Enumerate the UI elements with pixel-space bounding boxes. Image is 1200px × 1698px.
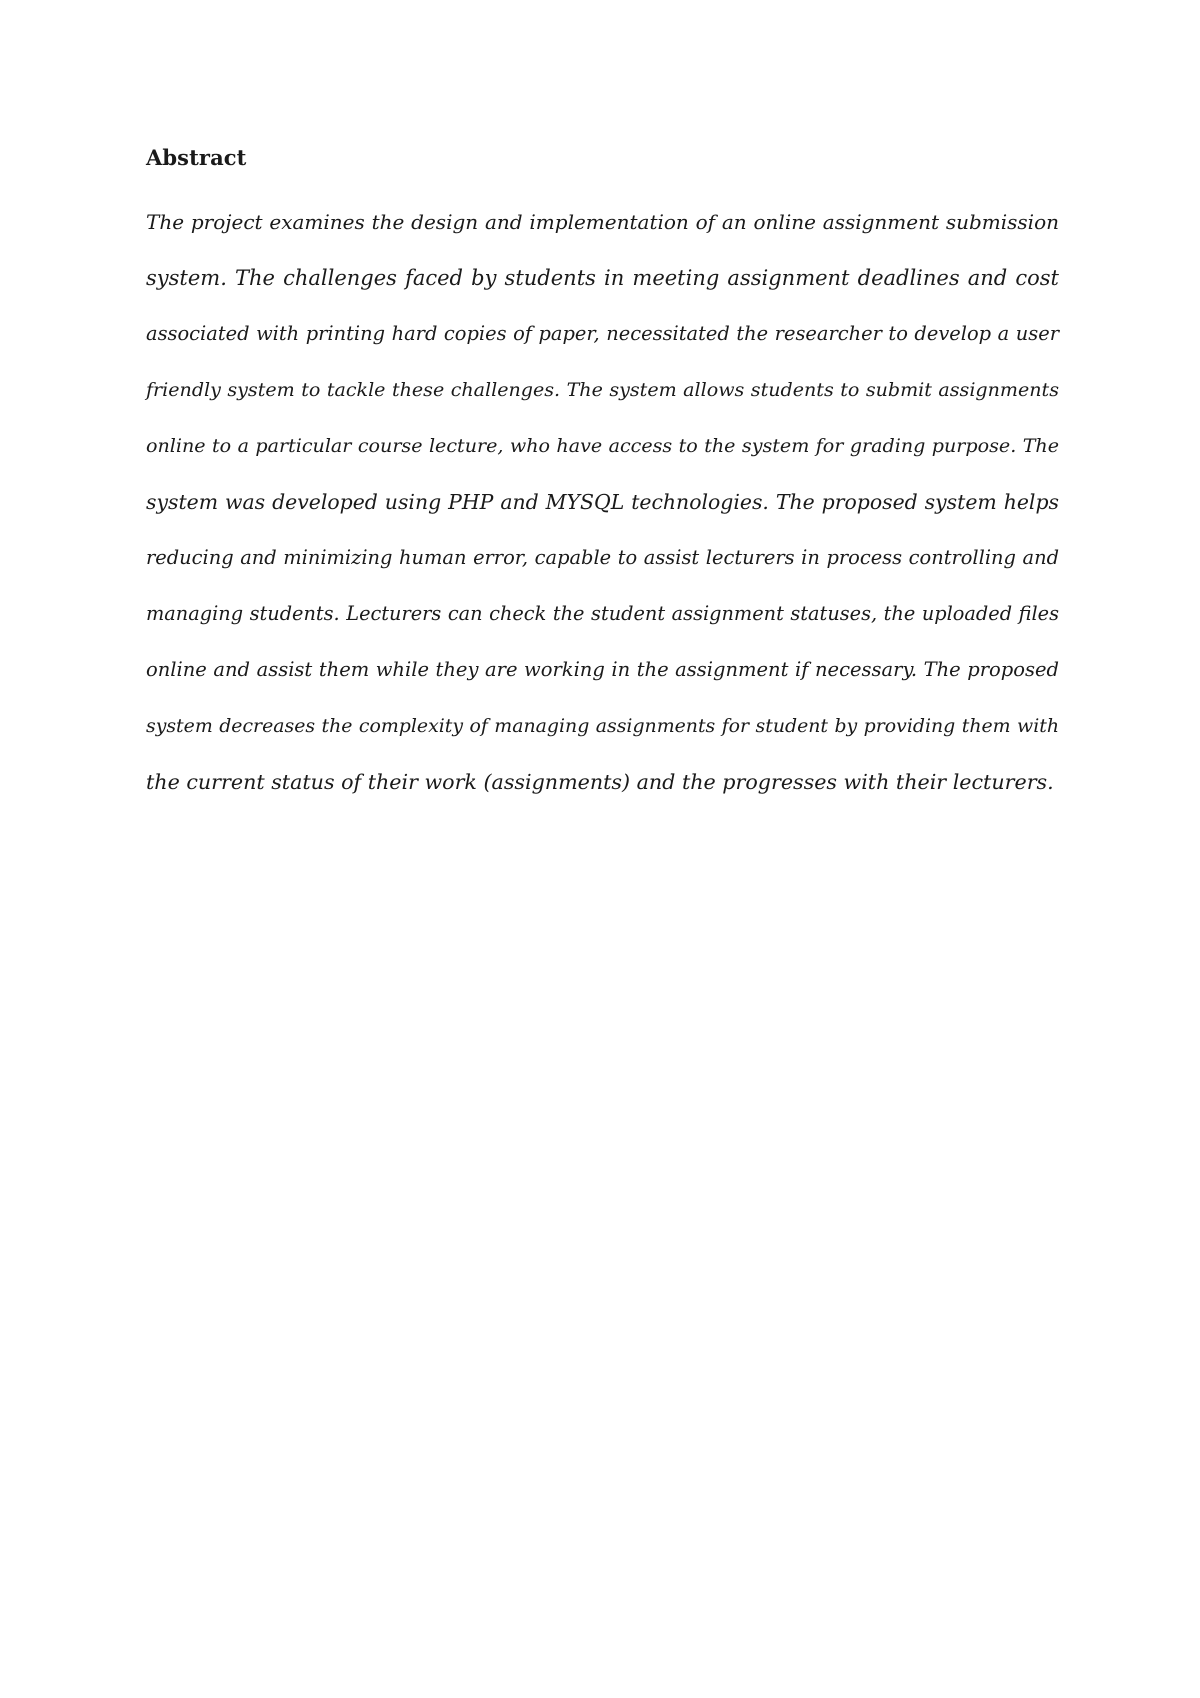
abstract-line-5: online to a particular course lecture, who have access to the system for grading purpose. The [146, 434, 1059, 457]
abstract-heading: Abstract [146, 145, 247, 170]
abstract-paragraph [146, 194, 1059, 810]
abstract-line-9: online and assist them while they are working in the assignment if necessary. The proposed [146, 658, 1059, 681]
abstract-line-4: friendly system to tackle these challenges. The system allows students to submit assignments [146, 379, 1059, 401]
abstract-line-10: system decreases the complexity of managing assignments for student by providing them with [146, 715, 1059, 737]
abstract-line-11: the current status of their work (assignments) and the progresses with their lecturers. [146, 770, 1054, 794]
abstract-line-6: system was developed using PHP and MYSQL technologies. The proposed system helps [146, 490, 1059, 514]
abstract-line-3: associated with printing hard copies of paper, necessitated the researcher to develop a user [146, 322, 1059, 345]
abstract-line-1: The project examines the design and implementation of an online assignment submission [146, 210, 1059, 234]
abstract-line-8: managing students. Lecturers can check the student assignment statuses, the uploaded files [146, 602, 1059, 625]
abstract-line-2: system. The challenges faced by students in meeting assignment deadlines and cost [146, 266, 1059, 290]
abstract-section [146, 142, 1059, 810]
abstract-line-7: reducing and minimizing human error, capable to assist lecturers in process controlling and [146, 546, 1059, 569]
